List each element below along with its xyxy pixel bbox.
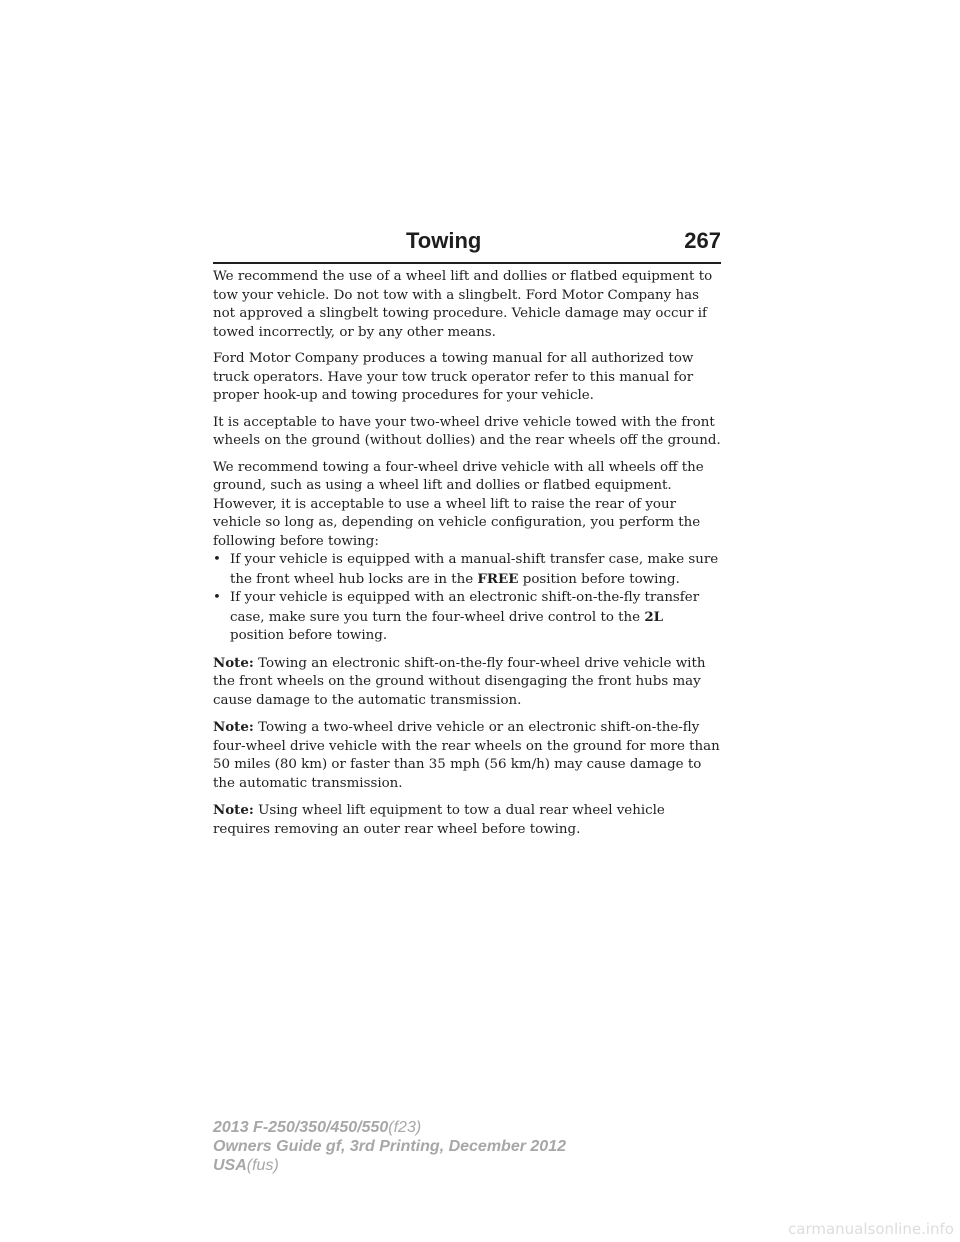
list-item: • If your vehicle is equipped with an electronic shift-on-the-fly transfer case, make sure you turn the four-wheel drive control to the 2L position before towing.	[213, 590, 700, 643]
watermark: carmanualsonline.info	[788, 1220, 954, 1238]
note: Note: Towing an electronic shift-on-the-fly four-wheel drive vehicle with the front wheels on the ground without disengaging the front hubs may cause damage to the automatic transmission.	[213, 654, 706, 708]
body-text	[213, 268, 721, 847]
note-label: Note:	[213, 719, 254, 735]
footer-line: USA(fus)	[213, 1157, 279, 1174]
footer-line: Owners Guide gf, 3rd Printing, December 2012	[213, 1138, 566, 1155]
note-label: Note:	[213, 654, 254, 671]
bullet-icon: •	[213, 552, 221, 567]
note: Note: Towing a two-wheel drive vehicle or an electronic shift-on-the-fly four-wheel drive vehicle with the rear wheels on the ground for more than 50 miles (80 km) or faster than 35 mph (56 km/h) may cause damage to the automatic transmission.	[213, 719, 720, 791]
bullet-icon: •	[213, 590, 221, 605]
page-number: 267	[684, 228, 721, 253]
bold-term: 2L	[644, 608, 664, 625]
page-header	[213, 228, 721, 264]
note: Note: Using wheel lift equipment to tow a dual rear wheel vehicle requires removing an outer rear wheel before towing.	[213, 802, 665, 837]
paragraph: It is acceptable to have your two-wheel drive vehicle towed with the front wheels on the ground (without dollies) and the rear wheels off the ground.	[213, 414, 721, 448]
paragraph: Ford Motor Company produces a towing manual for all authorized tow truck operators. Have your tow truck operator refer to this manual for proper hook-up and towing procedures for your vehicle.	[213, 351, 694, 403]
bullet-list	[213, 551, 721, 646]
list-item: • If your vehicle is equipped with a manual-shift transfer case, make sure the front wheel hub locks are in the FREE position before towing.	[213, 552, 719, 587]
note-label: Note:	[213, 802, 254, 818]
footer-line: 2013 F-250/350/450/550(f23)	[213, 1119, 422, 1136]
paragraph: We recommend the use of a wheel lift and dollies or flatbed equipment to tow your vehicle. Do not tow with a slingbelt. Ford Motor Company has not approved a slingbelt towing procedure. Vehicle damage may occur if towed incorrectly, or by any other means.	[213, 269, 713, 340]
page-footer	[213, 1118, 566, 1175]
section-title: Towing	[406, 228, 482, 253]
paragraph: We recommend towing a four-wheel drive vehicle with all wheels off the ground, such as using a wheel lift and dollies or flatbed equipment. However, it is acceptable to use a wheel lift to raise the rear of your vehicle so long as, depending on vehicle configuration, you perform the following before towing:	[213, 459, 704, 549]
bold-term: FREE	[477, 570, 519, 587]
